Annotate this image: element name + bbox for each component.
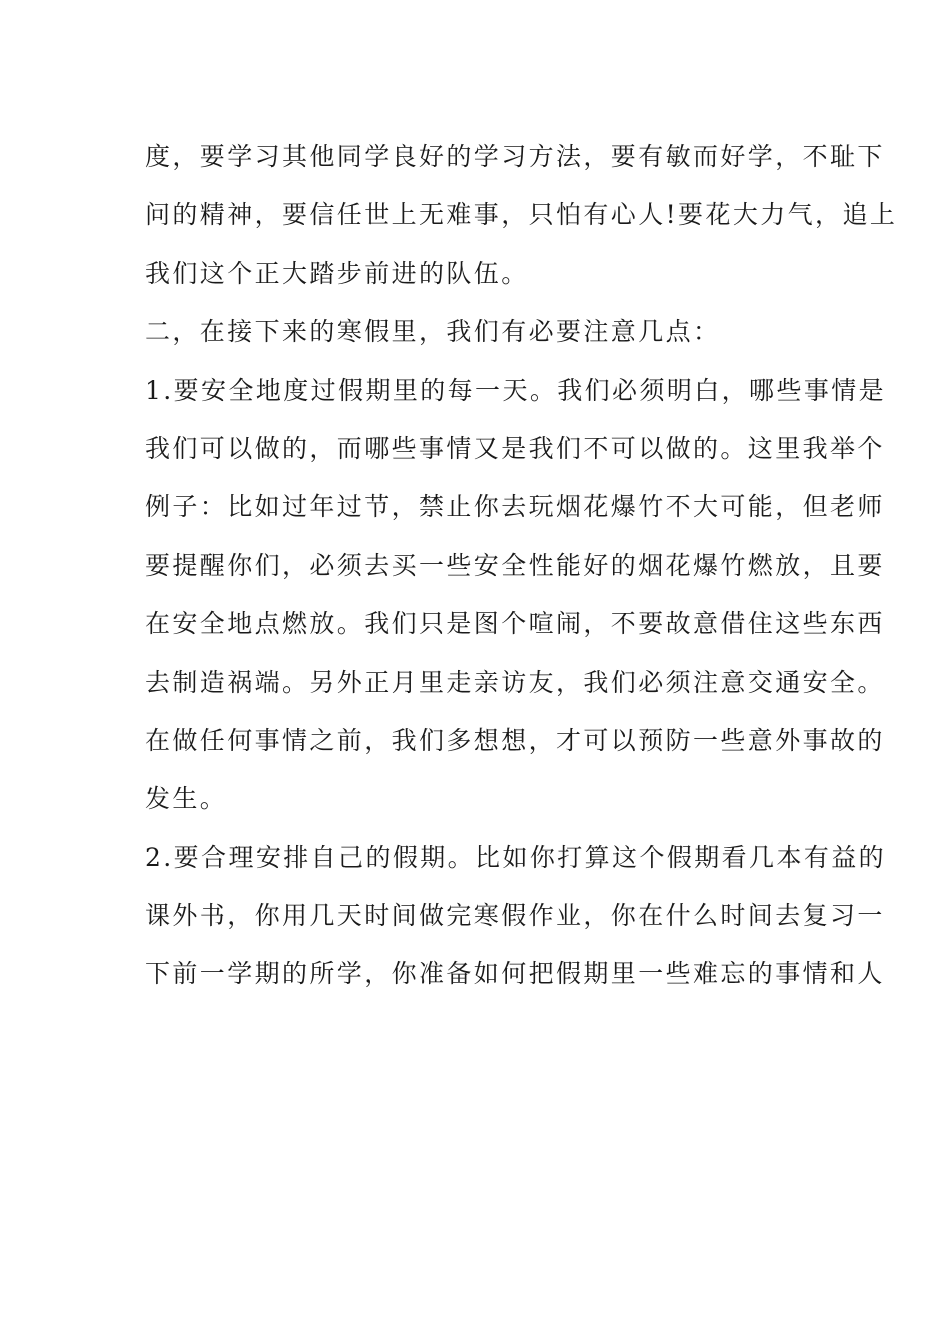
text-line: 1.要安全地度过假期里的每一天。我们必须明白，哪些事情是 xyxy=(145,375,887,405)
body-text xyxy=(145,128,898,1004)
text-line: 在做任何事情之前，我们多想想，才可以预防一些意外事故的 xyxy=(145,725,885,755)
text-line: 我们这个正大踏步前进的队伍。 xyxy=(145,258,529,288)
text-line: 发生。 xyxy=(145,784,228,814)
text-line: 课外书，你用几天时间做完寒假作业，你在什么时间去复习一 xyxy=(145,901,885,931)
text-line: 度，要学习其他同学良好的学习方法，要有敏而好学，不耻下 xyxy=(145,142,885,171)
text-line: 要提醒你们，必须去买一些安全性能好的烟花爆竹燃放，且要 xyxy=(145,550,885,580)
text-line: 下前一学期的所学，你准备如何把假期里一些难忘的事情和人 xyxy=(145,959,885,989)
text-line: 例子：比如过年过节，禁止你去玩烟花爆竹不大可能，但老师 xyxy=(145,492,885,522)
text-line: 问的精神，要信任世上无难事，只怕有心人!要花大力气，追上 xyxy=(145,200,898,230)
text-line: 在安全地点燃放。我们只是图个喧闹，不要故意借住这些东西 xyxy=(145,609,885,639)
text-line: 我们可以做的，而哪些事情又是我们不可以做的。这里我举个 xyxy=(145,433,885,463)
text-line: 二，在接下来的寒假里，我们有必要注意几点： xyxy=(145,317,721,347)
text-line: 去制造祸端。另外正月里走亲访友，我们必须注意交通安全。 xyxy=(145,667,885,697)
text-line: 2.要合理安排自己的假期。比如你打算这个假期看几本有益的 xyxy=(145,842,887,872)
